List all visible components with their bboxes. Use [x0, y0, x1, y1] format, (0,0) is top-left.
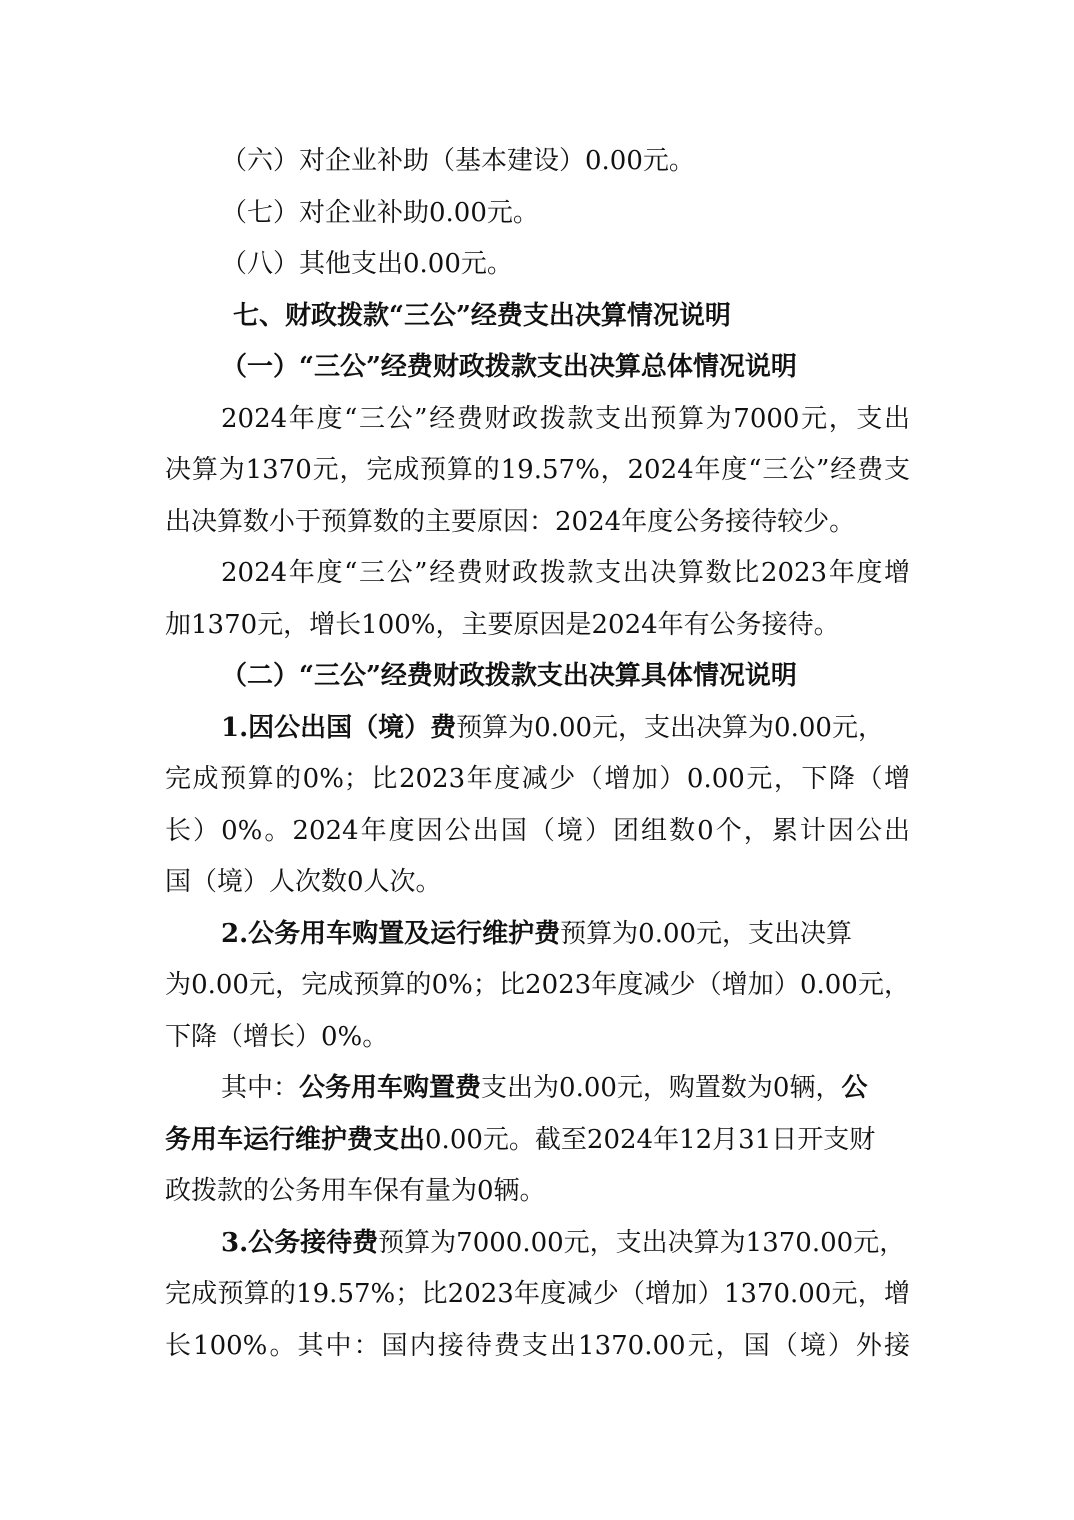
paragraph-line	[165, 1218, 910, 1270]
paragraph-line	[165, 1063, 910, 1115]
paragraph-line	[165, 1166, 910, 1218]
line-text: 加1370元，增长100%，主要原因是2024年有公务接待。	[165, 609, 840, 640]
heading-text: （二）“三公”经费财政拨款支出决算具体情况说明	[221, 661, 797, 691]
item-title: 2.公务用车购置及运行维护费	[221, 918, 561, 949]
item-title: 3.公务接待费	[221, 1227, 379, 1258]
paragraph-line	[165, 548, 910, 600]
line-text: （七）对企业补助0.00元。	[221, 197, 539, 228]
paragraph-line	[165, 445, 910, 497]
line-text: 为0.00元，完成预算的0%；比2023年度减少（增加）0.00元，	[165, 970, 910, 1000]
line-text: 完成预算的19.57%；比2023年度减少（增加）1370.00元，增	[165, 1279, 910, 1309]
paragraph-line	[165, 1269, 910, 1321]
paragraph-line	[165, 600, 910, 652]
line-text: 出决算数小于预算数的主要原因：2024年度公务接待较少。	[165, 506, 856, 537]
paragraph-line	[165, 1321, 910, 1373]
line-text: 2024年度“三公”经费财政拨款支出决算数比2023年度增	[221, 558, 910, 588]
line-text: 支出为0.00元，购置数为0辆，	[481, 1073, 842, 1103]
bold-term: 公	[841, 1073, 868, 1103]
line-text: 下降（增长）0%。	[165, 1021, 389, 1052]
line-text: 决算为1370元，完成预算的19.57%，2024年度“三公”经费支	[165, 455, 910, 485]
paragraph-line	[165, 1115, 910, 1167]
paragraph-line	[165, 857, 910, 909]
line-text: （六）对企业补助（基本建设）0.00元。	[221, 146, 695, 176]
heading-text: （一）“三公”经费财政拨款支出决算总体情况说明	[221, 352, 797, 382]
line-text: （八）其他支出0.00元。	[221, 249, 513, 279]
section-heading	[165, 291, 910, 343]
line-text: 国（境）人次数0人次。	[165, 867, 442, 897]
bold-term: 公务用车购置费	[299, 1073, 482, 1103]
paragraph-line	[165, 960, 910, 1012]
paragraph-line	[165, 394, 910, 446]
paragraph-line	[165, 497, 910, 549]
line-text: 长）0%。2024年度因公出国（境）团组数0个，累计因公出	[165, 815, 910, 846]
line-text: 完成预算的0%；比2023年度减少（增加）0.00元，下降（增	[165, 764, 910, 794]
paragraph-line	[165, 754, 910, 806]
paragraph-line	[165, 1012, 910, 1064]
bold-term: 务用车运行维护费支出	[165, 1124, 426, 1155]
paragraph-line	[165, 136, 910, 188]
heading-text: 七、财政拨款“三公”经费支出决算情况说明	[233, 300, 731, 331]
paragraph-line	[165, 188, 910, 240]
line-text: 预算为0.00元，支出决算为0.00元，	[456, 712, 884, 743]
line-text: 预算为0.00元，支出决算	[560, 918, 853, 949]
subsection-heading	[165, 342, 910, 394]
line-text: 长100%。其中：国内接待费支出1370.00元，国（境）外接	[165, 1330, 910, 1361]
document-body	[165, 136, 910, 1372]
paragraph-line	[165, 806, 910, 858]
paragraph-line	[165, 909, 910, 961]
line-text: 预算为7000.00元，支出决算为1370.00元，	[378, 1227, 906, 1258]
paragraph-line	[165, 239, 910, 291]
line-text: 0.00元。截至2024年12月31日开支财	[425, 1124, 876, 1155]
subsection-heading	[165, 651, 910, 703]
line-text: 政拨款的公务用车保有量为0辆。	[165, 1176, 546, 1206]
item-title: 1.因公出国（境）费	[221, 712, 457, 743]
paragraph-line	[165, 703, 910, 755]
line-text: 其中：	[221, 1073, 300, 1103]
line-text: 2024年度“三公”经费财政拨款支出预算为7000元，支出	[221, 403, 910, 434]
